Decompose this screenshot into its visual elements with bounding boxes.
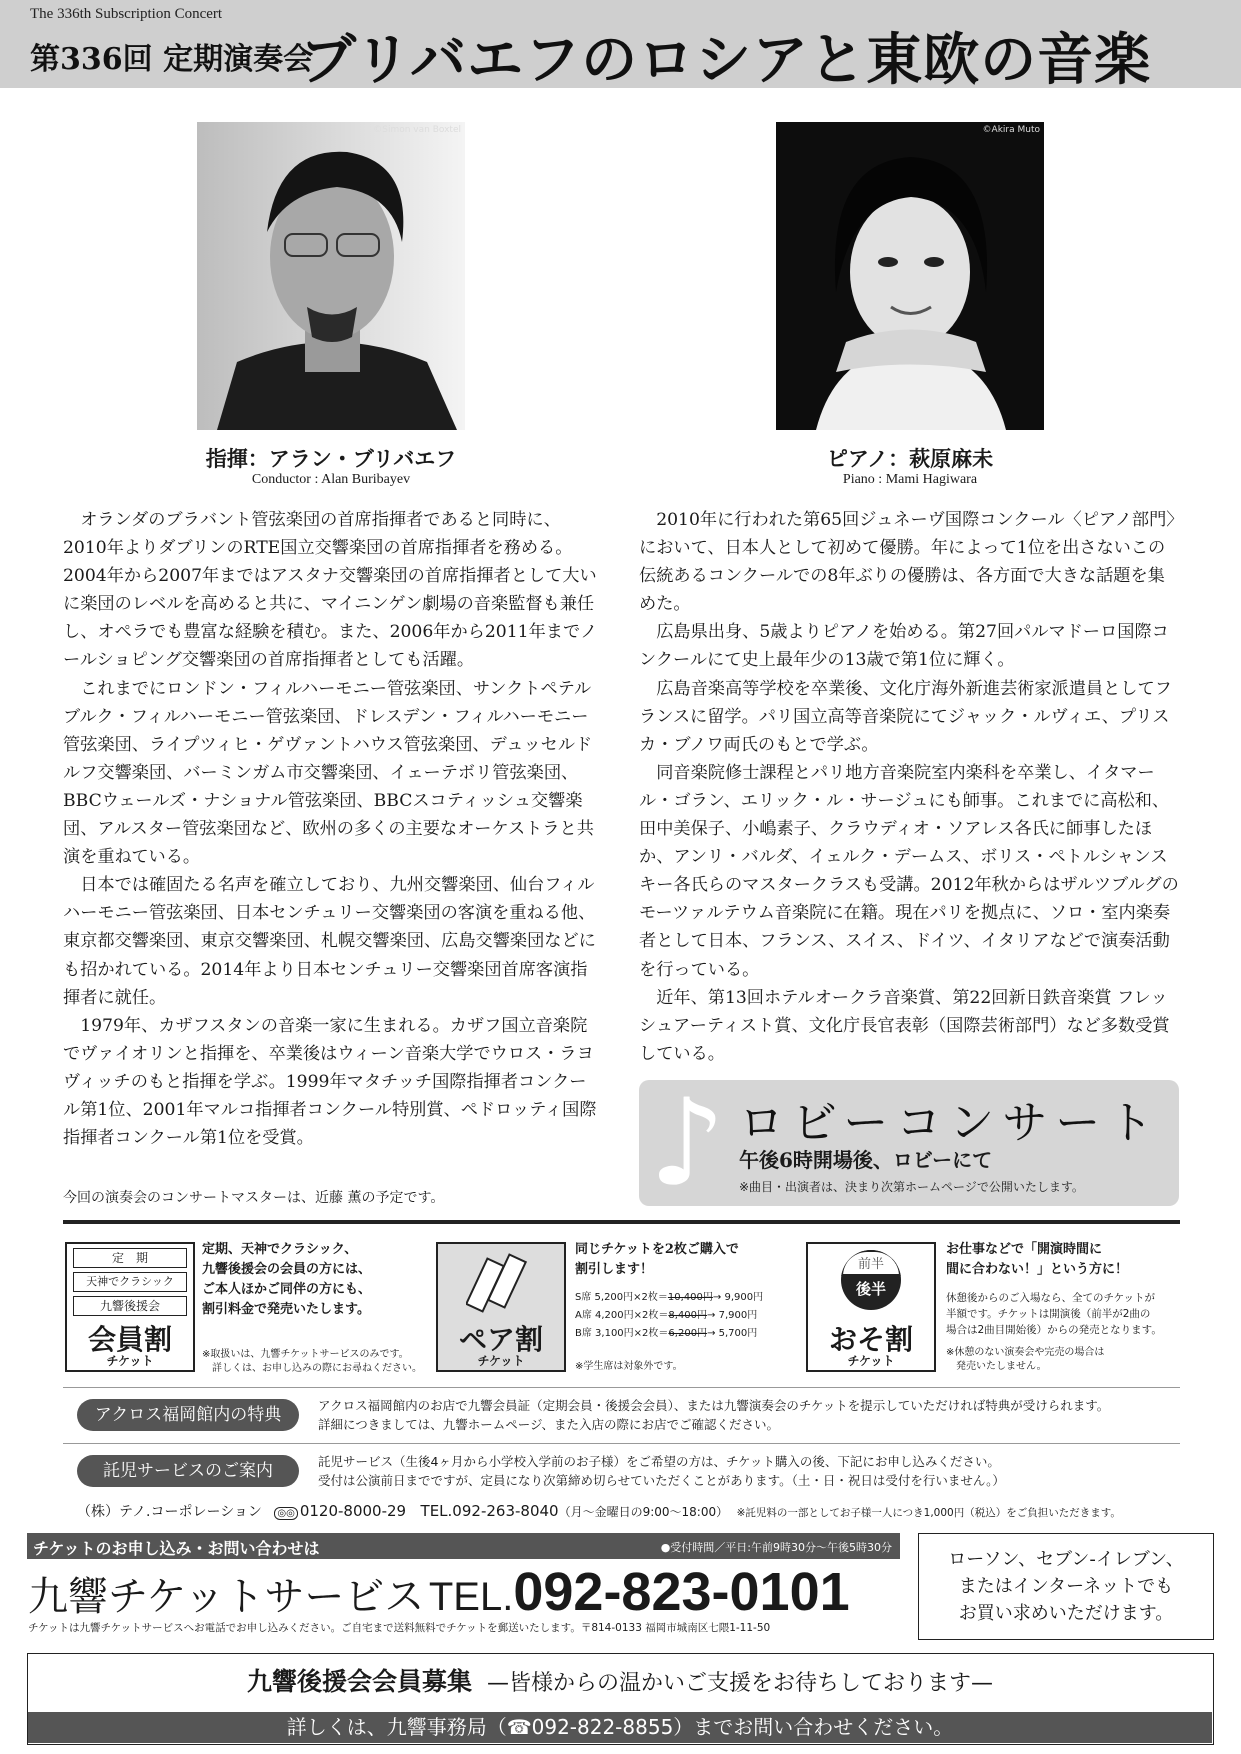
note-line: 詳しくは、お申し込みの際にお尋ねください。 — [202, 1363, 422, 1374]
ticket-icon — [466, 1250, 536, 1314]
late-discount-note — [946, 1346, 1180, 1374]
lobby-concert-box — [639, 1080, 1179, 1206]
bio-paragraph: 同音楽院修士課程とパリ地方音楽院室内楽科を卒業し、イタマール・ゴラン、エリック・ル・サージュにも師事。これまでに高松和、田中美保子、小嶋素子、クラウディオ・ソアレス各氏に師事したほか、アンリ・バルダ、イェルク・デームス、ボリス・ペトルシャンスキー各氏らのマスタークラスも受講。2012年秋からはザルツブルグのモーツァルテウム音楽院に在籍。現在パリを拠点に、ソロ・室内楽奏者として日本、フランス、スイス、ドイツ、イタリアなどで演奏活動を行っている。 — [639, 762, 1179, 980]
member-discount-title: 会員割 — [87, 1323, 172, 1356]
ticket-label: チケット — [106, 1354, 154, 1368]
childcare-label: 託児サービスのご案内 — [77, 1455, 299, 1487]
price-row: A席 4,200円×2枚＝8,400円→ 7,900円 — [575, 1310, 758, 1321]
first-half-label: 前半 — [841, 1250, 901, 1276]
late-discount-text — [946, 1240, 1180, 1280]
text-line: 半額です。チケットは開演後（前半が2曲の — [946, 1308, 1151, 1320]
ticket-service-bar — [27, 1533, 900, 1559]
childcare-fee-note: ※託児料の一部としてお子様一人につき1,000円（税込）をご負担いただきます。 — [736, 1507, 1121, 1519]
pianist-name-en: Piano : Mami Hagiwara — [842, 472, 978, 487]
member-discount-note — [202, 1348, 422, 1376]
pianist-biography — [639, 506, 1179, 1068]
late-discount-badge — [806, 1242, 936, 1372]
member-discount-text — [202, 1240, 422, 1320]
note-line: ※取扱いは、九響チケットサービスのみです。 — [202, 1349, 409, 1360]
member-discount-badge — [65, 1242, 195, 1372]
ticket-label: チケット — [847, 1354, 895, 1368]
text-line: 間に合わない！」という方に！ — [946, 1262, 1129, 1277]
pair-discount-text — [575, 1240, 795, 1280]
text-line: 定期、天神でクラシック、 — [202, 1242, 358, 1257]
ticket-service-footer: チケットは九響チケットサービスへお電話でお申し込みください。ご自宅まで送料無料でチケットを郵送いたします。〒814-0133 福岡市城南区七隈1-11-50 — [28, 1622, 771, 1634]
header-banner — [0, 0, 1241, 93]
convenience-store-box — [918, 1533, 1214, 1640]
childcare-hours: （月～金曜日の9:00～18:00） — [558, 1505, 729, 1519]
text-line: アクロス福岡館内のお店で九響会員証（定期会員・後援会会員）、または九響演奏会のチケットを提示していただければ特典が受けられます。 — [318, 1398, 1110, 1413]
supporters-box — [27, 1653, 1214, 1745]
free-dial-number[interactable]: 0120-8000-29 — [299, 1502, 407, 1520]
photo-credit: ©Akira Muto — [982, 125, 1040, 135]
pair-price-list — [575, 1289, 795, 1343]
text-line: 詳細につきましては、九響ホームページ、また入店の際にお店でご確認ください。 — [318, 1417, 780, 1432]
bio-paragraph: 日本では確固たる名声を確立しており、九州交響楽団、仙台フィルハーモニー管弦楽団、日本センチュリー交響楽団の客演を重ねる他、東京都交響楽団、東京交響楽団、札幌交響楽団、広島交響楽団などにも招かれている。2014年より日本センチュリー交響楽団首席客演指揮者に就任。 — [63, 875, 596, 1008]
concertmaster-note: 今回の演奏会のコンサートマスターは、近藤 薫の予定です。 — [63, 1190, 445, 1206]
text-line: 同じチケットを2枚ご購入で — [575, 1242, 739, 1257]
pianist-photo — [776, 122, 1044, 430]
bio-paragraph: 広島県出身、5歳よりピアノを始める。第27回パルマドーロ国際コンクールにて史上最年少の13歳で第1位に輝く。 — [639, 622, 1169, 671]
photo-credit: ©Simon van Boxtel — [373, 125, 461, 135]
divider — [63, 1443, 1180, 1444]
ticket-service-tel[interactable]: 092-823-0101 — [513, 1562, 850, 1622]
conductor-name: 指揮：アラン・ブリバエフ — [205, 446, 457, 471]
late-discount-title: おそ割 — [828, 1323, 913, 1356]
second-half-label: 後半 — [855, 1280, 886, 1298]
free-dial-icon: ◎◎ — [274, 1507, 297, 1520]
lobby-concert-subtitle: 午後6時開場後、ロビーにて — [739, 1148, 993, 1172]
tag-regular: 定 期 — [73, 1248, 187, 1268]
concert-english-title: The 336th Subscription Concert — [30, 6, 223, 22]
late-discount-desc — [946, 1290, 1180, 1338]
text-line: ご本人ほかご同伴の方にも、 — [202, 1282, 372, 1297]
childcare-text — [318, 1452, 1180, 1490]
lobby-concert-note: ※曲目・出演者は、決まり次第ホームページで公開いたします。 — [739, 1180, 1084, 1194]
price-row: B席 3,100円×2枚＝6,200円→ 5,700円 — [575, 1328, 758, 1339]
pianist-name: ピアノ：萩原麻未 — [826, 446, 994, 471]
concert-number: 第336回 定期演奏会 — [30, 42, 314, 77]
acros-benefits-text — [318, 1396, 1180, 1434]
text-line: 割引料金で発売いたします。 — [202, 1302, 370, 1317]
tag-supporters: 九響後援会 — [73, 1296, 187, 1316]
ticket-label: チケット — [477, 1354, 525, 1368]
divider — [63, 1387, 1180, 1388]
tag-tenjin: 天神でクラシック — [73, 1272, 187, 1292]
supporters-title: 九響後援会会員募集 — [246, 1667, 472, 1696]
section-divider — [63, 1220, 1180, 1224]
bio-paragraph: 広島音楽高等学校を卒業後、文化庁海外新進芸術家派遣員としてフランスに留学。パリ国立高等音楽院にてジャック・ルヴィエ、プリスカ・ブノワ両氏のもとで学ぶ。 — [639, 678, 1172, 755]
ticket-service-line — [28, 1561, 850, 1623]
text-line: 割引します！ — [575, 1262, 654, 1277]
bio-paragraph: これまでにロンドン・フィルハーモニー管弦楽団、サンクトペテルブルク・フィルハーモニー管弦楽団、ドレスデン・フィルハーモニー管弦楽団、ライプツィヒ・ゲヴァントハウス管弦楽団、デュッセルドルフ交響楽団、バーミンガム市交響楽団、イェーテボリ管弦楽団、BBCウェールズ・ナショナル管弦楽団、BBCスコティッシュ交響楽団、アルスター管弦楽団など、欧州の多くの主要なオーケストラと共演を重ねている。 — [63, 678, 594, 868]
text-line: 場合は2曲目開始後）からの発売となります。 — [946, 1324, 1162, 1336]
pair-discount-title: ペア割 — [458, 1323, 543, 1356]
ticket-service-heading: チケットのお申し込み・お問い合わせは — [33, 1539, 320, 1558]
childcare-contact — [77, 1501, 1180, 1521]
text-line: 九響後援会の会員の方には、 — [202, 1262, 372, 1277]
half-circle-icon — [841, 1250, 901, 1310]
text-line: ローソン、セブン-イレブン、 — [948, 1549, 1184, 1570]
supporters-heading — [28, 1662, 1212, 1698]
note-line: ※休憩のない演奏会や完売の場合は — [946, 1347, 1105, 1358]
text-line: 受付は公演前日までですが、定員になり次第締め切らせていただくことがあります。（土・日・祝日は受付を行いません。） — [318, 1473, 1005, 1488]
text-line: またはインターネットでも — [958, 1576, 1174, 1597]
text-line: お買い求めいただけます。 — [958, 1603, 1174, 1624]
supporters-tagline: —皆様からの温かいご支援をお待ちしております— — [487, 1671, 994, 1696]
childcare-tel[interactable]: TEL.092-263-8040 — [420, 1502, 559, 1520]
text-line: 託児サービス（生後4ヶ月から小学校入学前のお子様）をご希望の方は、チケット購入の後、下記にお申し込みください。 — [318, 1454, 1000, 1469]
bio-paragraph: オランダのブラバント管弦楽団の首席指揮者であると同時に、2010年よりダブリンのRTE国立交響楽団の首席指揮者を務める。2004年から2007年まではアスタナ交響楽団の首席指揮者として大いに楽団のレベルを高めると共に、マイニンゲン劇場の音楽監督も兼任し、オペラでも豊富な経験を積む。また、2006年から2011年までノールショピング交響楽団の首席指揮者としても活躍。 — [63, 510, 598, 671]
lobby-concert-title: ロビーコンサート — [739, 1096, 1162, 1149]
bio-paragraph: 2010年に行われた第65回ジュネーヴ国際コンクール〈ピアノ部門〉において、日本人として初めて優勝。年によって1位を出さないこの伝統あるコンクールでの8年ぶりの優勝は、各方面で大きな話題を集めた。 — [639, 510, 1175, 615]
tel-prefix: TEL. — [428, 1575, 514, 1619]
text-line: 休憩後からのご入場なら、全てのチケットが — [946, 1292, 1156, 1304]
concert-title: ブリバエフのロシアと東欧の音楽 — [300, 27, 1152, 93]
supporters-contact: 詳しくは、九響事務局（☎092-822-8855）までお問い合わせください。 — [28, 1712, 1212, 1743]
conductor-biography — [63, 506, 603, 1152]
ticket-service-hours: ●受付時間／平日:午前9時30分～午後5時30分 — [660, 1541, 892, 1554]
pair-discount-note: ※学生席は対象外です。 — [575, 1361, 683, 1372]
pair-discount-badge — [436, 1242, 566, 1372]
note-line: 発売いたしません。 — [946, 1361, 1047, 1372]
company-name: （株）テノ.コーポレーション — [77, 1504, 262, 1520]
bio-paragraph: 近年、第13回ホテルオークラ音楽賞、第22回新日鉄音楽賞 フレッシュアーティスト賞、文化庁長官表彰（国際芸術部門）など多数受賞している。 — [639, 987, 1170, 1064]
conductor-name-en: Conductor : Alan Buribayev — [251, 472, 411, 487]
text-line: お仕事などで「開演時間に — [946, 1242, 1103, 1257]
ticket-service-name: 九響チケットサービス — [28, 1574, 425, 1620]
conductor-photo — [197, 122, 465, 430]
price-row: S席 5,200円×2枚＝10,400円→ 9,900円 — [575, 1292, 764, 1303]
bio-paragraph: 1979年、カザフスタンの音楽一家に生まれる。カザフ国立音楽院でヴァイオリンと指揮を、卒業後はウィーン音楽大学でウロス・ラヨヴィッチのもと指揮を学ぶ。1999年マタチッチ国際指揮者コンクール第1位、2001年マルコ指揮者コンクール特別賞、ペドロッティ国際指揮者コンクール第1位を受賞。 — [63, 1015, 597, 1149]
acros-benefits-label: アクロス福岡館内の特典 — [77, 1399, 299, 1431]
music-note-icon: ♪ — [649, 1080, 726, 1206]
